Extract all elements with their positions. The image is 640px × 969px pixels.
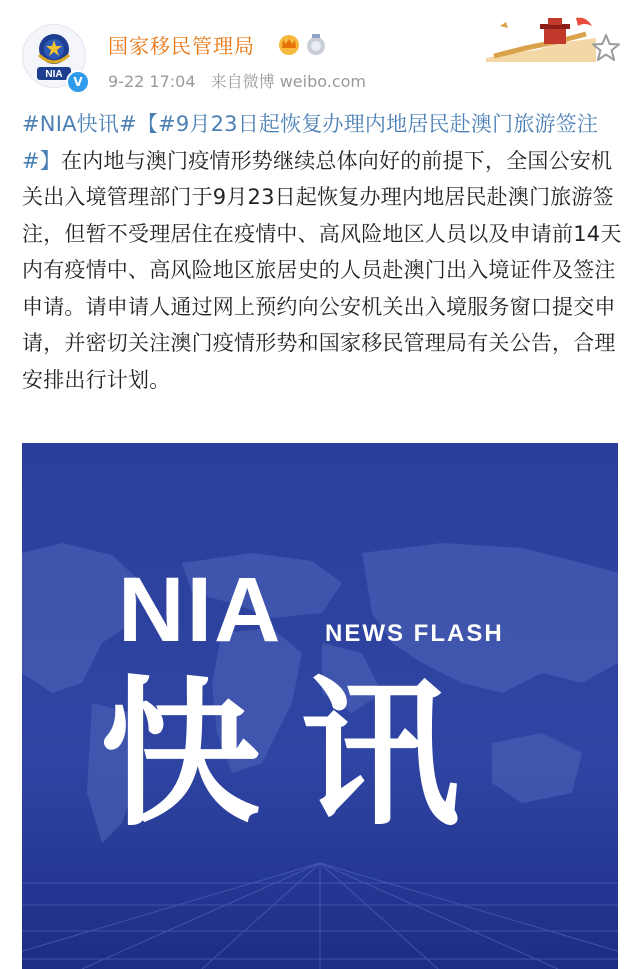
great-wall-decoration-icon <box>486 12 596 62</box>
verified-v-icon: V <box>66 70 90 94</box>
banner-kuaixun-text: 快讯 <box>100 661 501 848</box>
post-source[interactable]: 来自微博 weibo.com <box>210 72 366 91</box>
post-header <box>0 0 640 110</box>
banner-nia-text: NIA <box>118 559 283 661</box>
star-icon[interactable] <box>590 32 622 64</box>
hashtag-nia-news[interactable]: #NIA快讯# <box>22 112 137 136</box>
post-time: 9-22 17:04 <box>108 72 196 91</box>
medal-badge-icon <box>307 34 325 55</box>
post-text <box>22 106 622 398</box>
banner-news-flash-text: NEWS FLASH <box>325 620 504 647</box>
svg-text:NIA: NIA <box>45 69 63 80</box>
hashtag-macau-visa[interactable]: 【#9月23日起恢复办理内地居民赴澳门旅游签注#】 <box>22 112 599 173</box>
post-body: 在内地与澳门疫情形势继续总体向好的前提下，全国公安机关出入境管理部门于9月23日起恢复办理内地居民赴澳门旅游签注，但暂不受理居住在疫情中、高风险地区人员以及申请前14天内有疫情中、高风险地区旅居史的人员赴澳门出入境证件及签注申请。请申请人通过网上预约向公安机关出入境服务窗口提交申请，并密切关注澳门疫情形势和国家移民管理局有关公告，合理安排出行计划。 <box>22 148 622 392</box>
account-name[interactable]: 国家移民管理局 <box>108 34 255 58</box>
user-badges[interactable] <box>278 33 328 57</box>
post-meta <box>108 69 376 92</box>
crown-badge-icon <box>279 35 299 55</box>
